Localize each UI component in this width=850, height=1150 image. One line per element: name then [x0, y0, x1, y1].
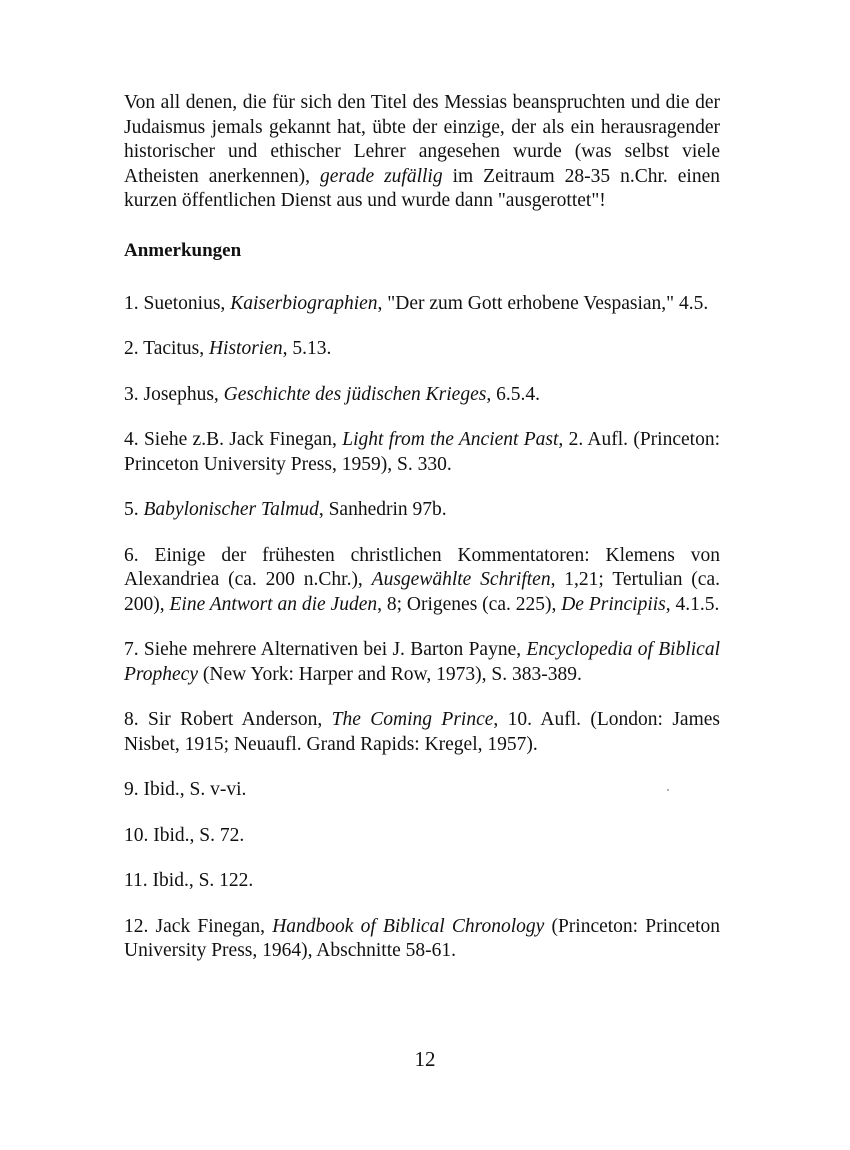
note-number: 2. — [124, 338, 139, 359]
note-12: 12. Jack Finegan, Handbook of Biblical Chronology (Princeton: Princeton University Press, 1964), Abschnitte 58-61. — [124, 915, 720, 961]
page-number: 12 — [414, 1047, 436, 1071]
note-number: 9. — [124, 779, 139, 800]
note-title: Light from the Ancient Past — [342, 429, 559, 450]
note-title: Ausgewählte Schriften — [371, 569, 551, 590]
note-number: 10. — [124, 824, 149, 846]
note-number: 1. — [124, 292, 139, 314]
intro-text-1: Von all denen, die für sich den Titel des Messias beanspruchten und die der Judaismus jemals gekannt hat, übte der einzige, der als ein herausragender historischer und ethischer Lehrer angesehen wurde (was selbst viele Atheisten anerkennen), — [124, 92, 720, 187]
note-10: 10. Ibid., S. 72. — [124, 824, 245, 846]
intro-paragraph — [124, 91, 720, 214]
note-number: 8. — [124, 709, 139, 730]
note-title: Historien — [208, 338, 283, 359]
note-number: 5. — [124, 499, 139, 520]
note-4: 4. Siehe z.B. Jack Finegan, Light from the Ancient Past, 2. Aufl. (Princeton: Princeton University Press, 1959), S. 330. — [124, 429, 720, 475]
intro-text-2: im Zeitraum 28-35 n.Chr. einen kurzen öffentlichen Dienst aus und wurde dann "ausgerottet"! — [124, 165, 720, 211]
note-number: 4. — [124, 429, 139, 450]
note-title: Handbook of Biblical Chronology — [272, 915, 545, 937]
note-number: 11. — [124, 870, 148, 891]
page-body — [124, 91, 720, 964]
note-8: 8. Sir Robert Anderson, The Coming Prince, 10. Aufl. (London: James Nisbet, 1915; Neuaufl. Grand Rapids: Kregel, 1957). — [124, 709, 720, 755]
note-5: 5. Babylonischer Talmud, Sanhedrin 97b. — [124, 499, 447, 520]
note-number: 6. — [124, 544, 139, 566]
note-title: The Coming Prince — [331, 709, 494, 730]
notes-list — [124, 292, 720, 964]
note-number: 7. — [124, 639, 139, 660]
note-number: 12. — [124, 915, 149, 937]
note-3: 3. Josephus, Geschichte des jüdischen Krieges, 6.5.4. — [124, 383, 540, 405]
note-7: 7. Siehe mehrere Alternativen bei J. Barton Payne, Encyclopedia of Biblical Prophecy (New York: Harper and Row, 1973), S. 383-389. — [124, 639, 721, 685]
note-9: 9. Ibid., S. v-vi. — [124, 779, 247, 800]
note-6: 6. Einige der frühesten christlichen Kommentatoren: Klemens von Alexandriea (ca. 200 n.Chr.), Ausgewählte Schriften, 1,21; Tertulian (ca. 200), Eine Antwort an die Juden, 8; Origenes (ca. 225), De Principiis, 4.1.5. — [124, 544, 720, 615]
note-1: 1. Suetonius, Kaiserbiographien, "Der zum Gott erhobene Vespasian," 4.5. — [124, 292, 709, 314]
note-2: 2. Tacitus, Historien, 5.13. — [124, 338, 332, 359]
scan-speck — [667, 789, 669, 791]
notes-heading: Anmerkungen — [124, 239, 242, 261]
note-title: Eine Antwort an die Juden — [169, 593, 378, 615]
note-title: Geschichte des jüdischen Krieges — [223, 383, 487, 405]
note-11: 11. Ibid., S. 122. — [124, 870, 254, 891]
intro-emphasis: gerade zufällig — [319, 165, 443, 187]
note-number: 3. — [124, 383, 139, 405]
note-title: De Principiis — [561, 593, 666, 615]
note-title: Babylonischer Talmud — [143, 499, 319, 520]
note-title: Kaiserbiographien — [230, 292, 378, 314]
note-title: Encyclopedia of Biblical Prophecy — [124, 639, 721, 685]
